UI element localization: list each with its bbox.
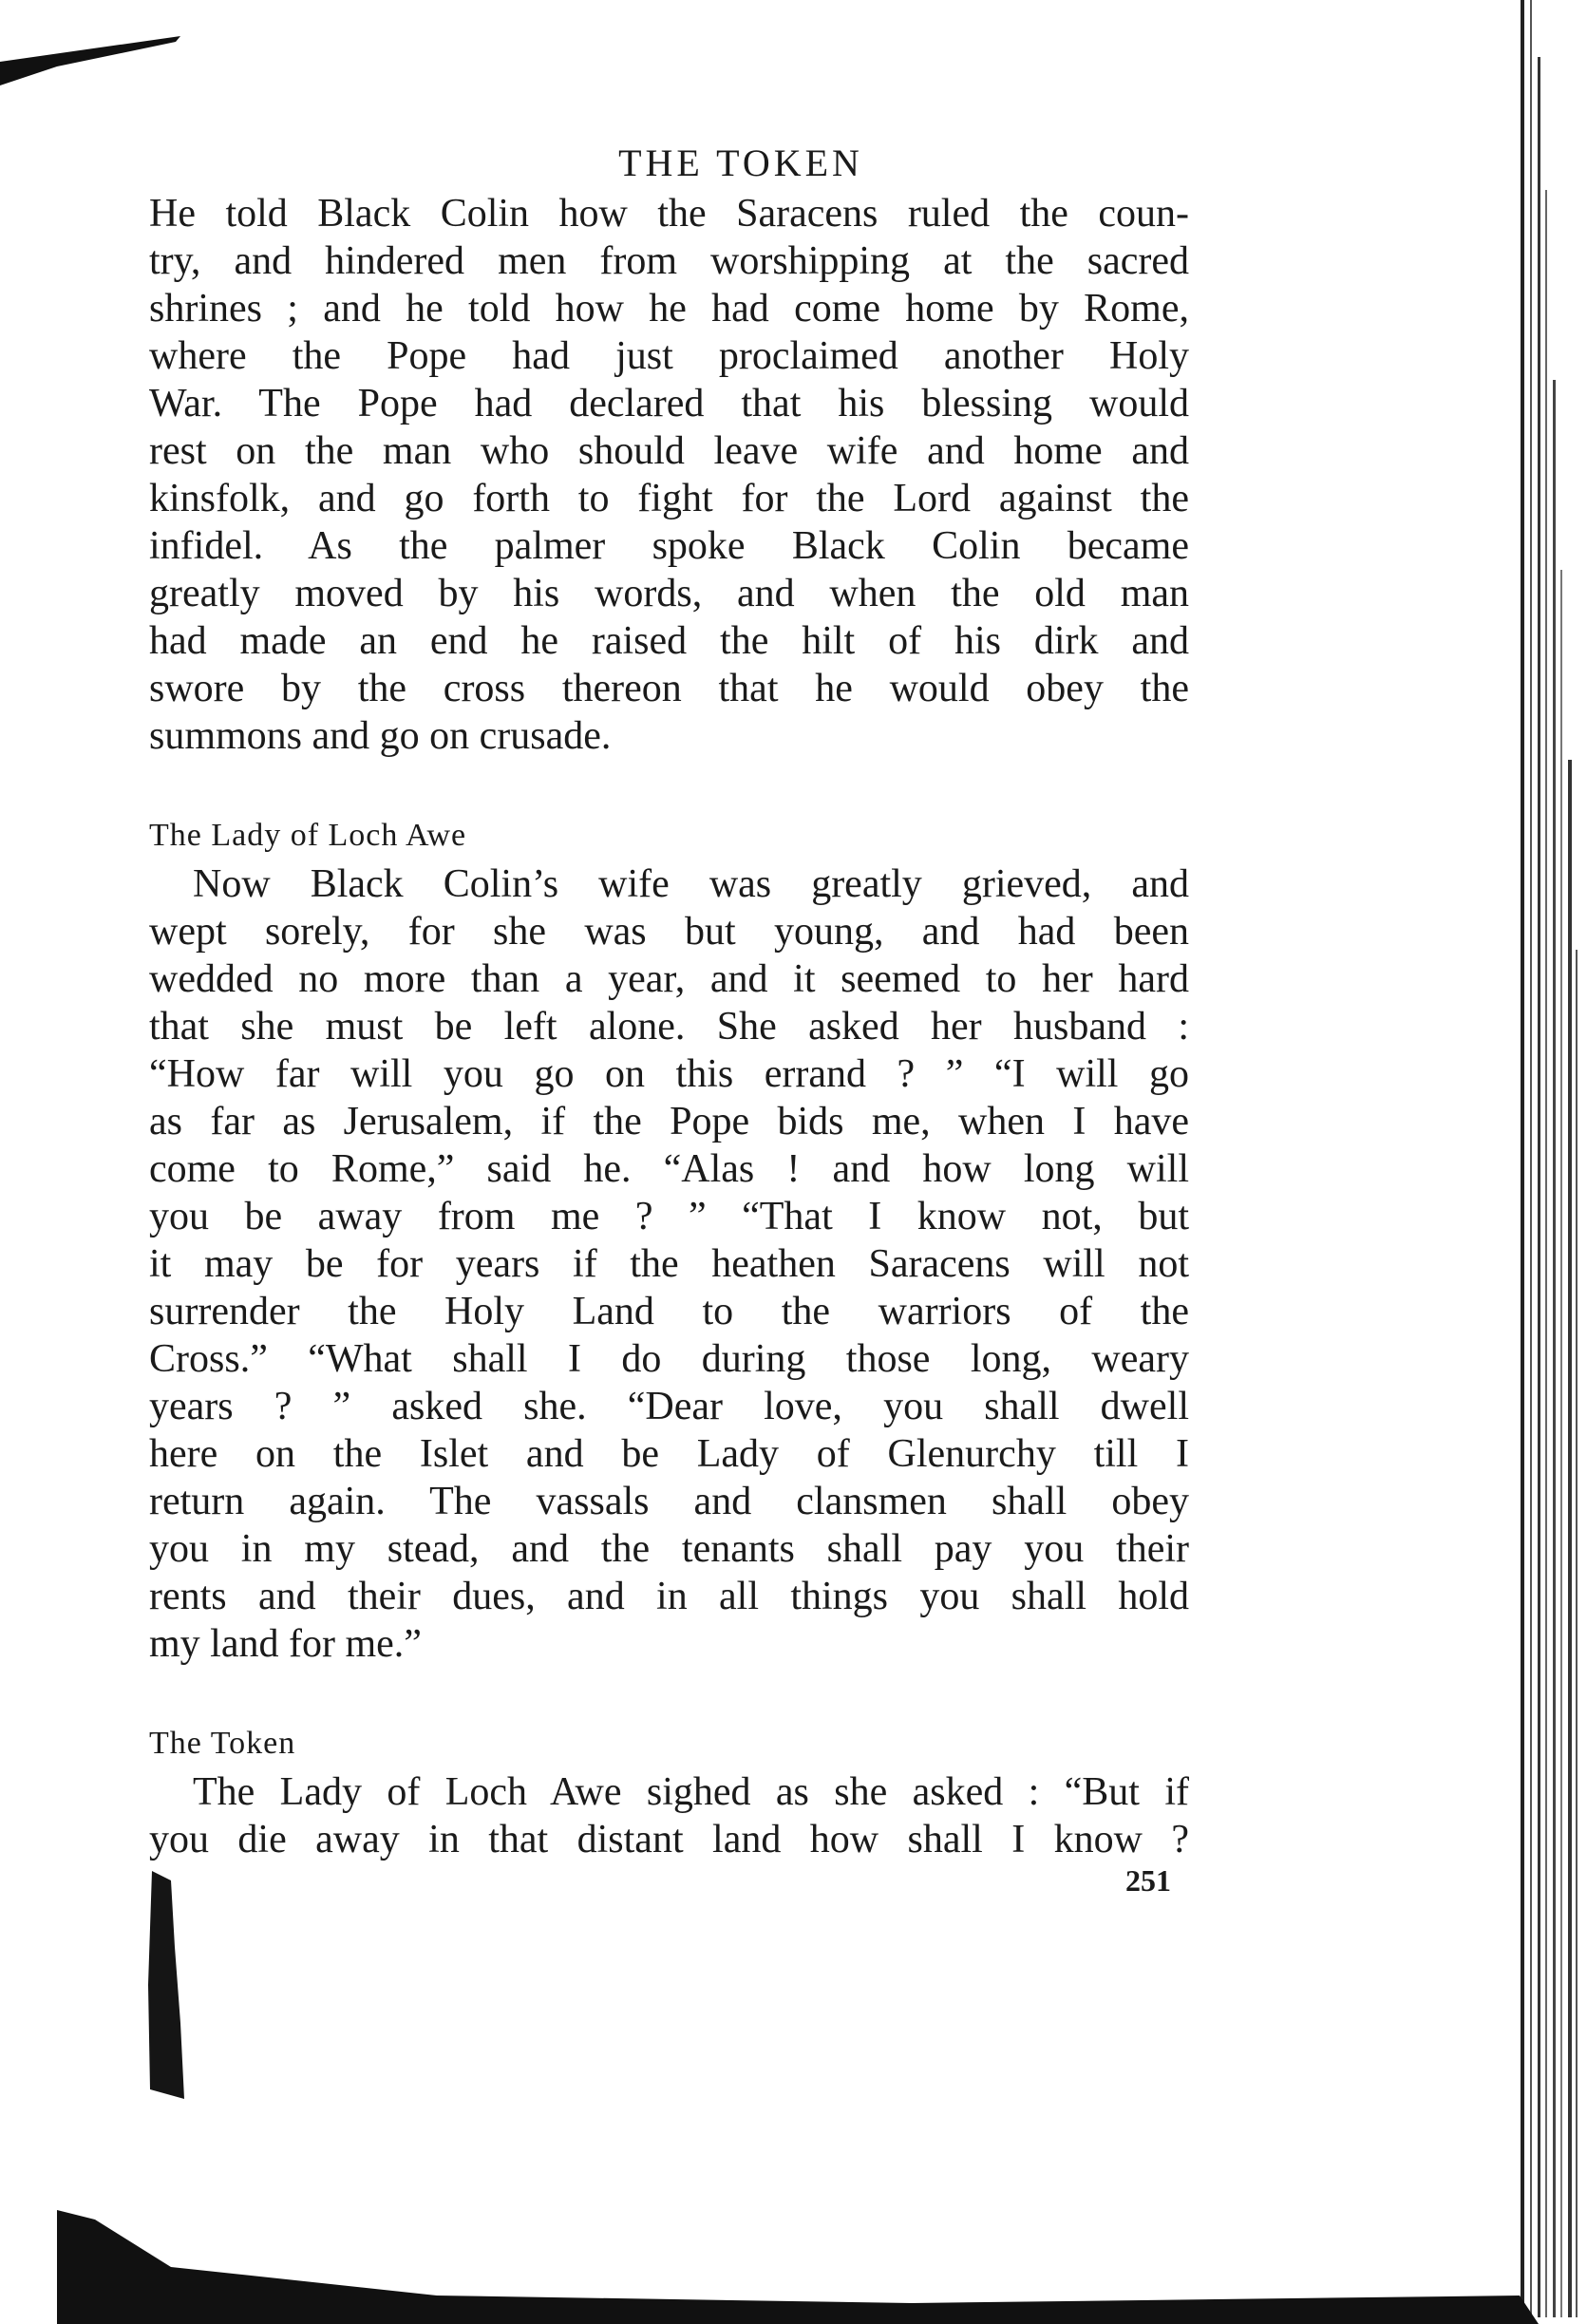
text-line: greatly moved by his words, and when the old man: [149, 572, 1189, 615]
page-number: 251: [1125, 1863, 1171, 1898]
text-line: where the Pope had just proclaimed another Holy: [149, 334, 1189, 378]
text-line: surrender the Holy Land to the warriors of the: [149, 1290, 1189, 1333]
text-line: you in my stead, and the tenants shall pay you their: [149, 1527, 1189, 1571]
text-line: as far as Jerusalem, if the Pope bids me, when I have: [149, 1100, 1189, 1143]
text-line: summons and go on crusade.: [149, 714, 612, 758]
text-line: come to Rome,” said he. “Alas ! and how long will: [149, 1147, 1189, 1191]
text-line: Cross.” “What shall I do during those long, weary: [149, 1337, 1189, 1381]
text-line: you be away from me ? ” “That I know not, but: [149, 1195, 1189, 1238]
text-block: [149, 190, 1189, 1863]
section-heading-lady-of-loch-awe: The Lady of Loch Awe: [149, 818, 467, 853]
text-line: War. The Pope had declared that his blessing would: [149, 382, 1189, 425]
section-heading-the-token: The Token: [149, 1726, 296, 1761]
text-line: swore by the cross thereon that he would obey the: [149, 667, 1189, 710]
text-line: infidel. As the palmer spoke Black Colin became: [149, 524, 1189, 568]
paragraph-2: [149, 860, 1189, 1668]
text-line: years ? ” asked she. “Dear love, you shall dwell: [149, 1385, 1189, 1428]
scan-edge-left-mark: [142, 1871, 199, 2099]
text-line: He told Black Colin how the Saracens ruled the coun-: [149, 192, 1189, 236]
paragraph-1: [149, 190, 1189, 760]
scan-edge-top-mark: [0, 28, 180, 85]
text-line: wept sorely, for she was but young, and had been: [149, 910, 1189, 954]
text-line: my land for me.”: [149, 1622, 422, 1666]
text-line: Now Black Colin’s wife was greatly grieved, and: [193, 862, 1189, 906]
text-line: you die away in that distant land how shall I know ?: [149, 1818, 1189, 1861]
text-line: return again. The vassals and clansmen shall obey: [149, 1480, 1189, 1523]
text-line: that she must be left alone. She asked her husband :: [149, 1005, 1189, 1049]
text-line: rents and their dues, and in all things you shall hold: [149, 1575, 1189, 1618]
running-head: THE TOKEN: [618, 142, 863, 184]
text-line: shrines ; and he told how he had come home by Rome,: [149, 287, 1189, 331]
text-line: it may be for years if the heathen Saracens will not: [149, 1242, 1189, 1286]
scan-edge-right-binding: [1511, 0, 1587, 2324]
text-line: kinsfolk, and go forth to fight for the Lord against the: [149, 477, 1189, 520]
scan-edge-bottom-shadow: [57, 2191, 1539, 2324]
paragraph-3: [149, 1768, 1189, 1863]
text-line: rest on the man who should leave wife and home and: [149, 429, 1189, 473]
text-line: The Lady of Loch Awe sighed as she asked : “But if: [193, 1770, 1189, 1814]
text-line: wedded no more than a year, and it seemed to her hard: [149, 957, 1189, 1001]
text-line: here on the Islet and be Lady of Glenurchy till I: [149, 1432, 1189, 1476]
text-line: had made an end he raised the hilt of his dirk and: [149, 619, 1189, 663]
text-line: try, and hindered men from worshipping at the sacred: [149, 239, 1189, 283]
text-line: “How far will you go on this errand ? ” “I will go: [149, 1052, 1189, 1096]
